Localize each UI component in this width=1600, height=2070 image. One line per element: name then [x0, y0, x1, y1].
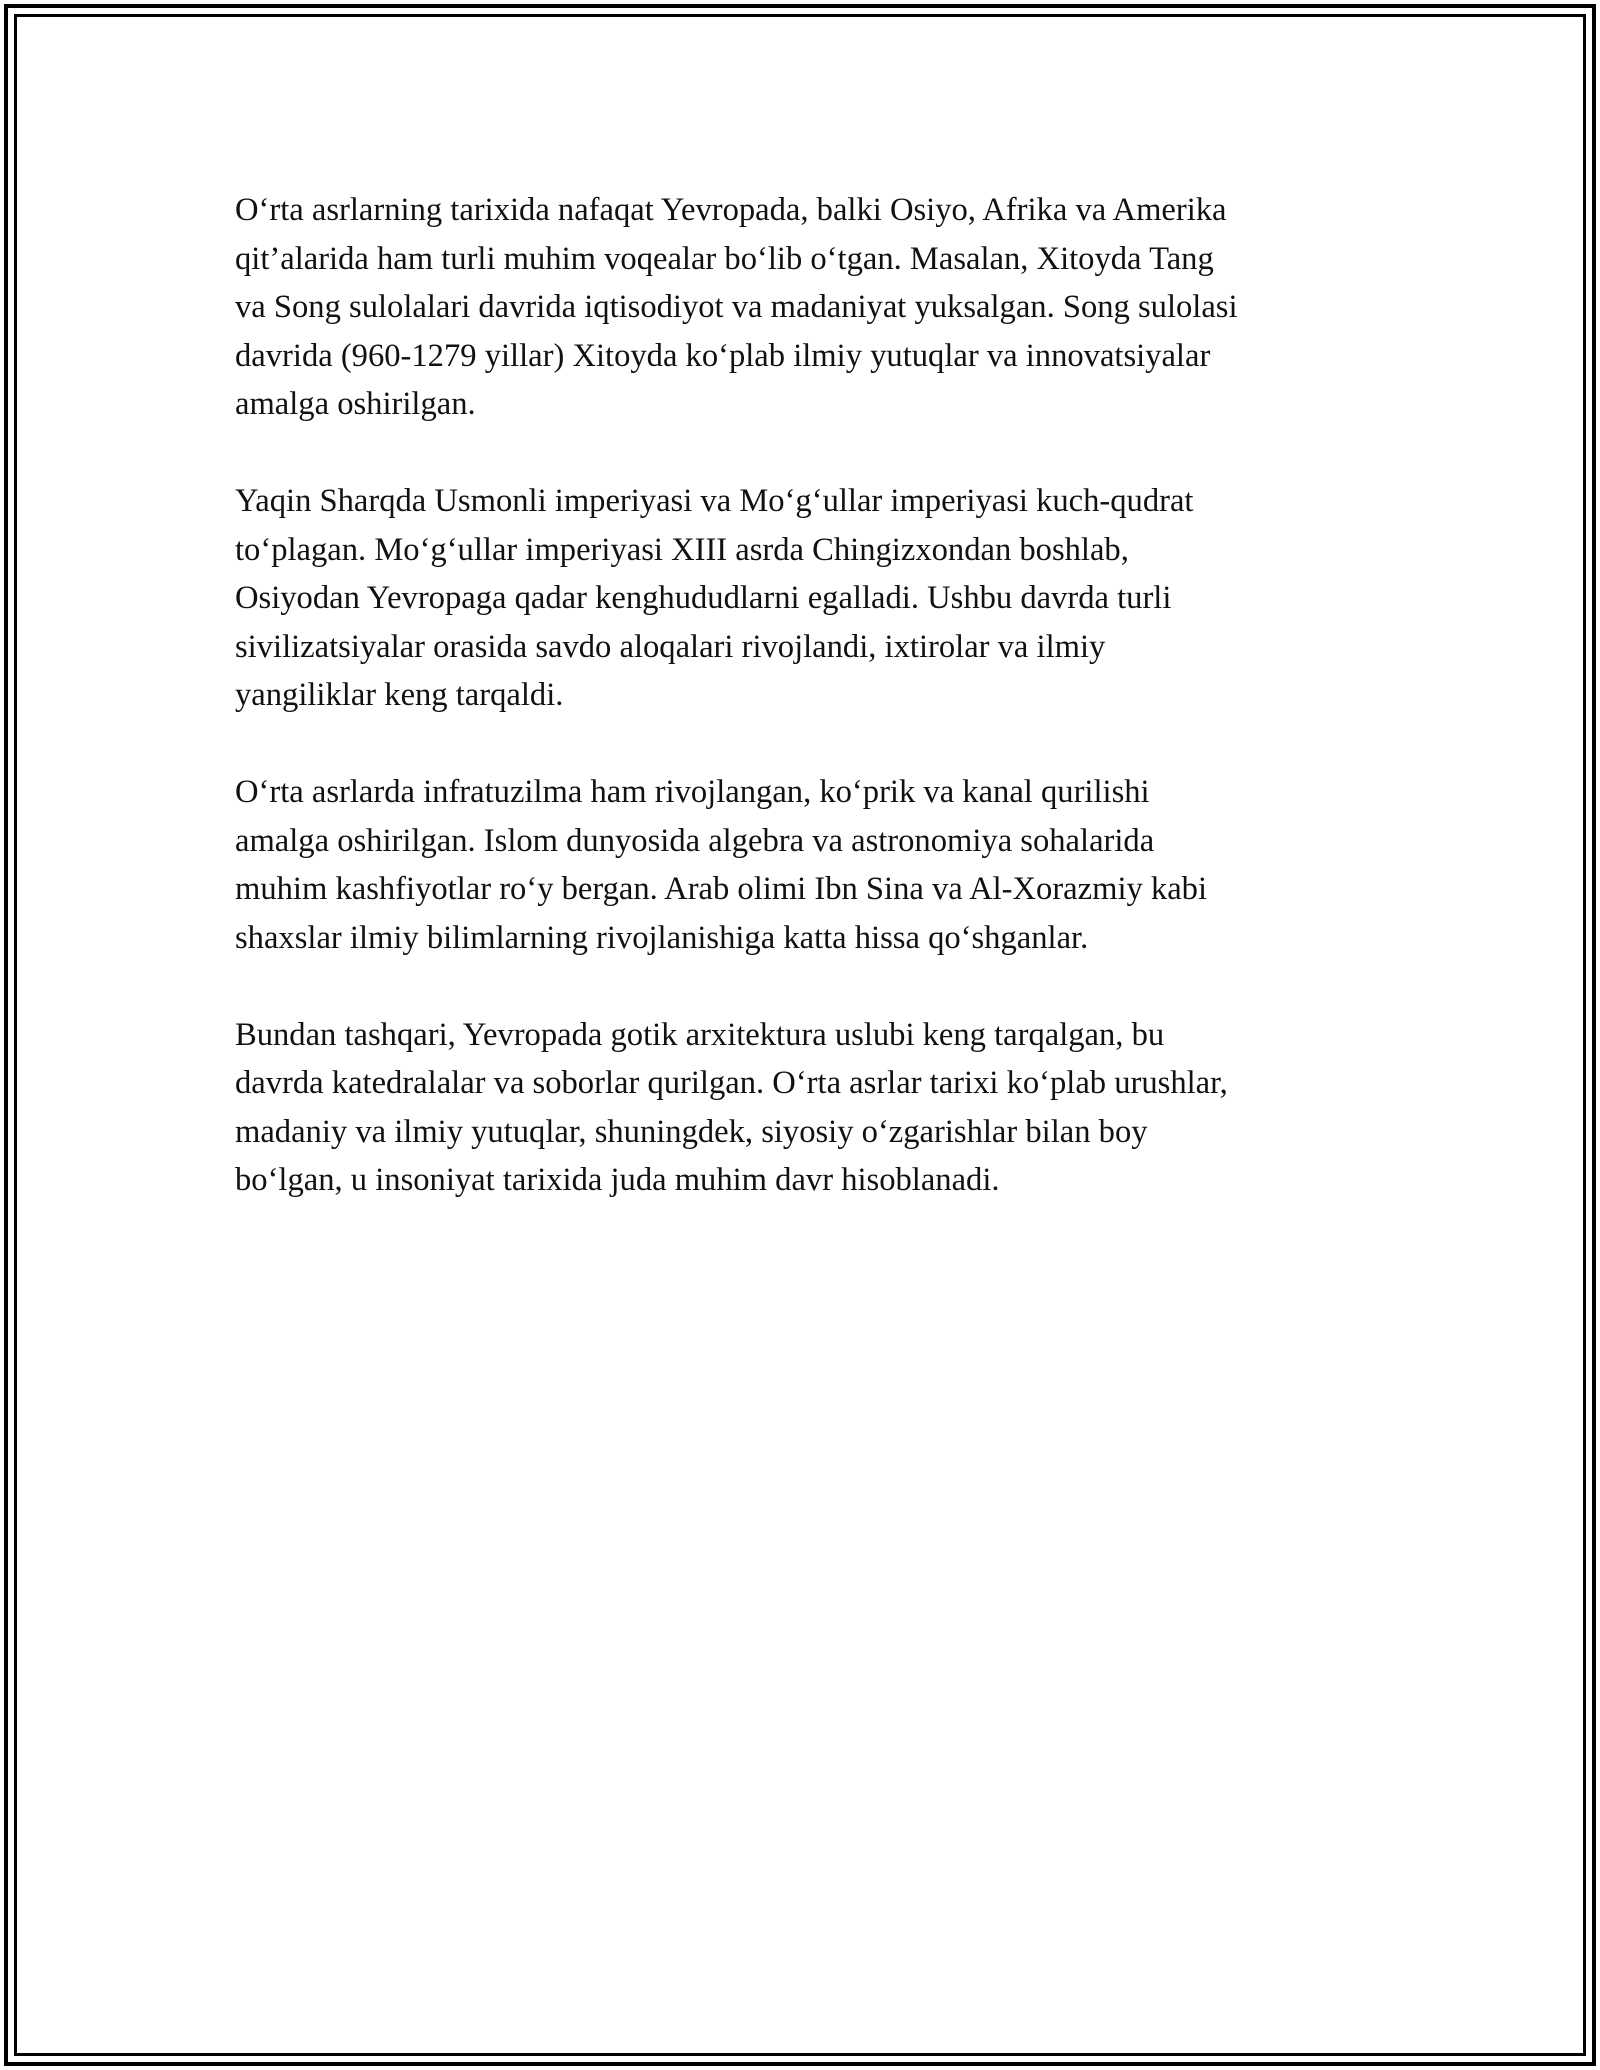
- text-line: qit’alarida ham turli muhim voqealar bo‘lib o‘tgan. Masalan, Xitoyda Tang: [235, 240, 1214, 277]
- text-line: Yaqin Sharqda Usmonli imperiyasi va Mo‘g‘ullar imperiyasi kuch-qudrat: [235, 483, 1194, 519]
- text-line: amalga oshirilgan. Islom dunyosida algebra va astronomiya sohalarida: [235, 822, 1155, 859]
- text-line: davrda katedralalar va soborlar qurilgan. O‘rta asrlar tarixi ko‘plab urushlar,: [235, 1065, 1228, 1101]
- text-line: to‘plagan. Mo‘g‘ullar imperiyasi XIII asrda Chingizxondan boshlab,: [235, 531, 1129, 568]
- text-line: amalga oshirilgan.: [235, 386, 476, 422]
- text-line: sivilizatsiyalar orasida savdo aloqalari rivojlandi, ixtirolar va ilmiy: [235, 628, 1106, 665]
- text-line: bo‘lgan, u insoniyat tarixida juda muhim davr hisoblanadi.: [235, 1162, 1000, 1198]
- text-line: O‘rta asrlarning tarixida nafaqat Yevropada, balki Osiyo, Afrika va Amerika: [235, 192, 1227, 228]
- text-line: muhim kashfiyotlar ro‘y bergan. Arab olimi Ibn Sina va Al-Xorazmiy kabi: [235, 871, 1208, 907]
- text-line: madaniy va ilmiy yutuqlar, shuningdek, siyosiy o‘zgarishlar bilan boy: [235, 1113, 1148, 1150]
- paragraph-2: [235, 477, 1375, 720]
- text-line: O‘rta asrlarda infratuzilma ham rivojlangan, ko‘prik va kanal qurilishi: [235, 774, 1150, 810]
- text-line: yangiliklar keng tarqaldi.: [235, 677, 564, 713]
- paragraph-3: [235, 768, 1375, 962]
- text-line: Bundan tashqari, Yevropada gotik arxitektura uslubi keng tarqalgan, bu: [235, 1016, 1165, 1053]
- text-line: davrida (960-1279 yillar) Xitoyda ko‘plab ilmiy yutuqlar va innovatsiyalar: [235, 337, 1211, 374]
- text-line: shaxslar ilmiy bilimlarning rivojlanishiga katta hissa qo‘shganlar.: [235, 919, 1089, 956]
- paragraph-4: [235, 1011, 1375, 1205]
- document-body: [235, 186, 1375, 1253]
- text-line: Osiyodan Yevropaga qadar kenghududlarni egalladi. Ushbu davrda turli: [235, 580, 1172, 616]
- text-line: va Song sulolalari davrida iqtisodiyot va madaniyat yuksalgan. Song sulolasi: [235, 289, 1238, 325]
- paragraph-1: [235, 186, 1375, 429]
